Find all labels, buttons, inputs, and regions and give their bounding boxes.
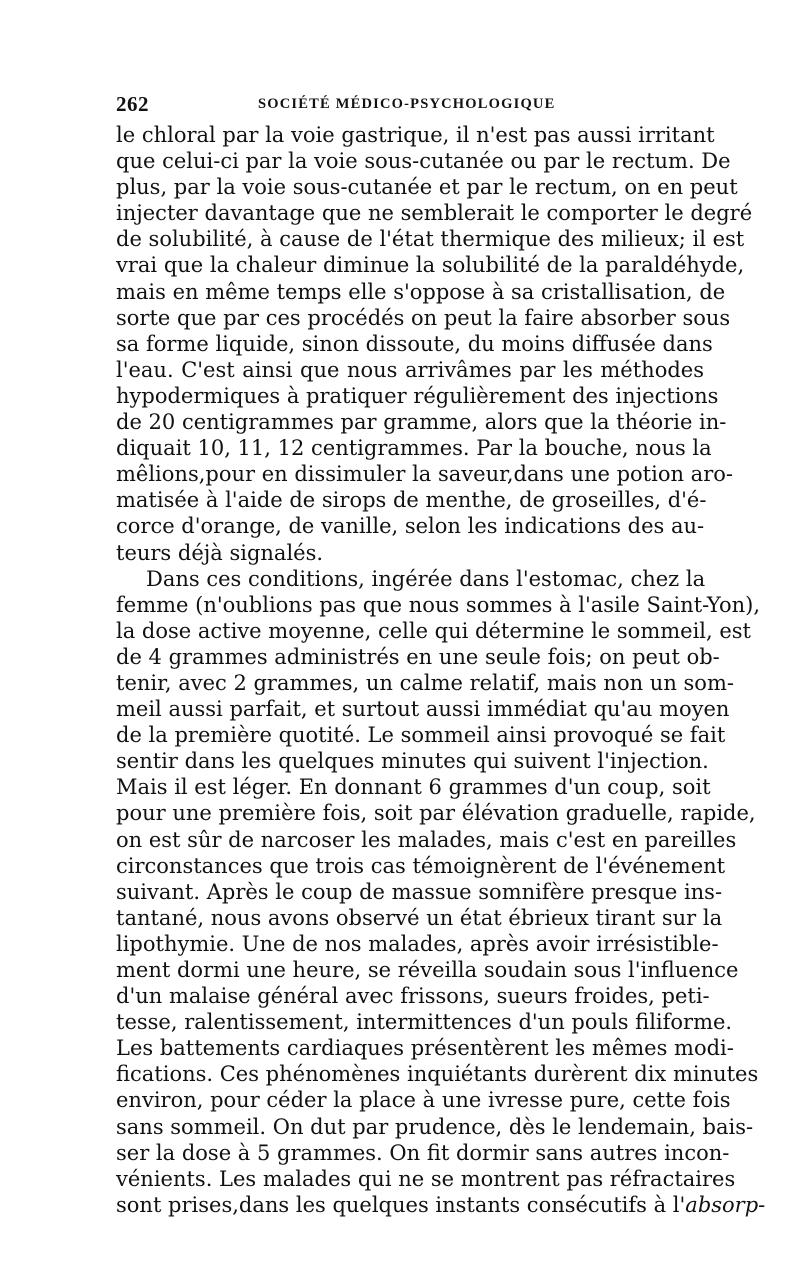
text-line: on est sûr de narcoser les malades, mais c'est en pareilles [116,827,737,852]
text-line: de la première quotité. Le sommeil ainsi provoqué se fait [116,723,726,748]
text-line: plus, par la voie sous-cutanée et par le rectum, on en peut [116,175,738,200]
text-line: ment dormi une heure, se réveilla soudain sous l'influence [116,958,739,982]
text-line: tantané, nous avons observé un état ébrieux tirant sur la [116,905,723,930]
text-line: mêlions,pour en dissimuler la saveur,dans une potion aro- [116,462,733,487]
text-line: de 20 centigrammes par gramme, alors que la théorie in- [116,410,727,435]
text-line: sorte que par ces procédés on peut la faire absorber sous [116,305,731,330]
text-line: que celui-ci par la voie sous-cutanée ou par le rectum. De [116,149,731,174]
final-line-text: sont prises,dans les quelques instants consécutifs à l' [116,1192,686,1217]
text-line: sa forme liquide, sinon dissoute, du moins diffusée dans [116,331,713,356]
text-line: corce d'orange, de vanille, selon les indications des au- [116,514,705,539]
text-line: l'eau. C'est ainsi que nous arrivâmes par les méthodes [116,357,704,382]
text-line: hypodermiques à pratiquer régulièrement des injections [116,383,719,408]
text-line: environ, pour céder la place à une ivresse pure, cette fois [116,1088,731,1113]
text-line: tenir, avec 2 grammes, un calme relatif, mais non un som- [116,670,734,695]
text-line: fications. Ces phénomènes inquiétants durèrent dix minutes [116,1062,759,1087]
text-line: de solubilité, à cause de l'état thermique des milieux; il est [116,227,745,252]
paragraph-end-line: teurs déjà signalés. [116,540,324,565]
text-line: le chloral par la voie gastrique, il n'est pas aussi irritant [116,123,715,147]
text-line: Mais il est léger. En donnant 6 grammes d'un coup, soit [116,775,711,800]
text-line: tesse, ralentissement, intermittences d'un pouls filiforme. [116,1010,733,1035]
text-line: sans sommeil. On dut par prudence, dès le lendemain, bais- [116,1114,754,1139]
text-line: ser la dose à 5 grammes. On fit dormir sans autres incon- [116,1140,730,1165]
text-line: vrai que la chaleur diminue la solubilité de la paraldéhyde, [116,253,745,278]
text-line: injecter davantage que ne semblerait le comporter le degré [116,201,753,226]
text-line: pour une première fois, soit par élévation graduelle, rapide, [116,801,756,826]
text-line: meil aussi parfait, et surtout aussi immédiat qu'au moyen [116,697,730,722]
text-line: vénients. Les malades qui ne se montrent pas réfractaires [116,1166,736,1191]
text-line: matisée à l'aide de sirops de menthe, de groseilles, d'é- [116,488,707,513]
running-head [116,92,704,122]
text-line: diquait 10, 11, 12 centigrammes. Par la bouche, nous la [116,436,712,461]
text-line: Les battements cardiaques présentèrent les mêmes modi- [116,1036,734,1061]
book-page [116,92,766,1218]
final-text-line [116,1192,766,1218]
running-title: SOCIÉTÉ MÉDICO-PSYCHOLOGIQUE [258,96,556,112]
paragraph-start-line: Dans ces conditions, ingérée dans l'estomac, chez la [146,566,706,591]
text-line: sentir dans les quelques minutes qui suivent l'injection. [116,749,709,774]
text-line: circonstances que trois cas témoignèrent de l'événement [116,853,726,878]
body-text [116,122,766,1218]
page-number: 262 [116,92,149,116]
text-line: mais en même temps elle s'oppose à sa cristallisation, de [116,279,726,304]
text-line: d'un malaise général avec frissons, sueurs froides, peti- [116,984,710,1009]
text-line: femme (n'oublions pas que nous sommes à l'asile Saint-Yon), [116,592,761,617]
text-line: lipothymie. Une de nos malades, après avoir irrésistible- [116,931,719,956]
text-line: de 4 grammes administrés en une seule fois; on peut ob- [116,644,720,669]
final-line-italic: absorp- [685,1192,766,1217]
text-line: suivant. Après le coup de massue somnifère presque ins- [116,879,723,904]
text-line: la dose active moyenne, celle qui détermine le sommeil, est [116,618,751,643]
